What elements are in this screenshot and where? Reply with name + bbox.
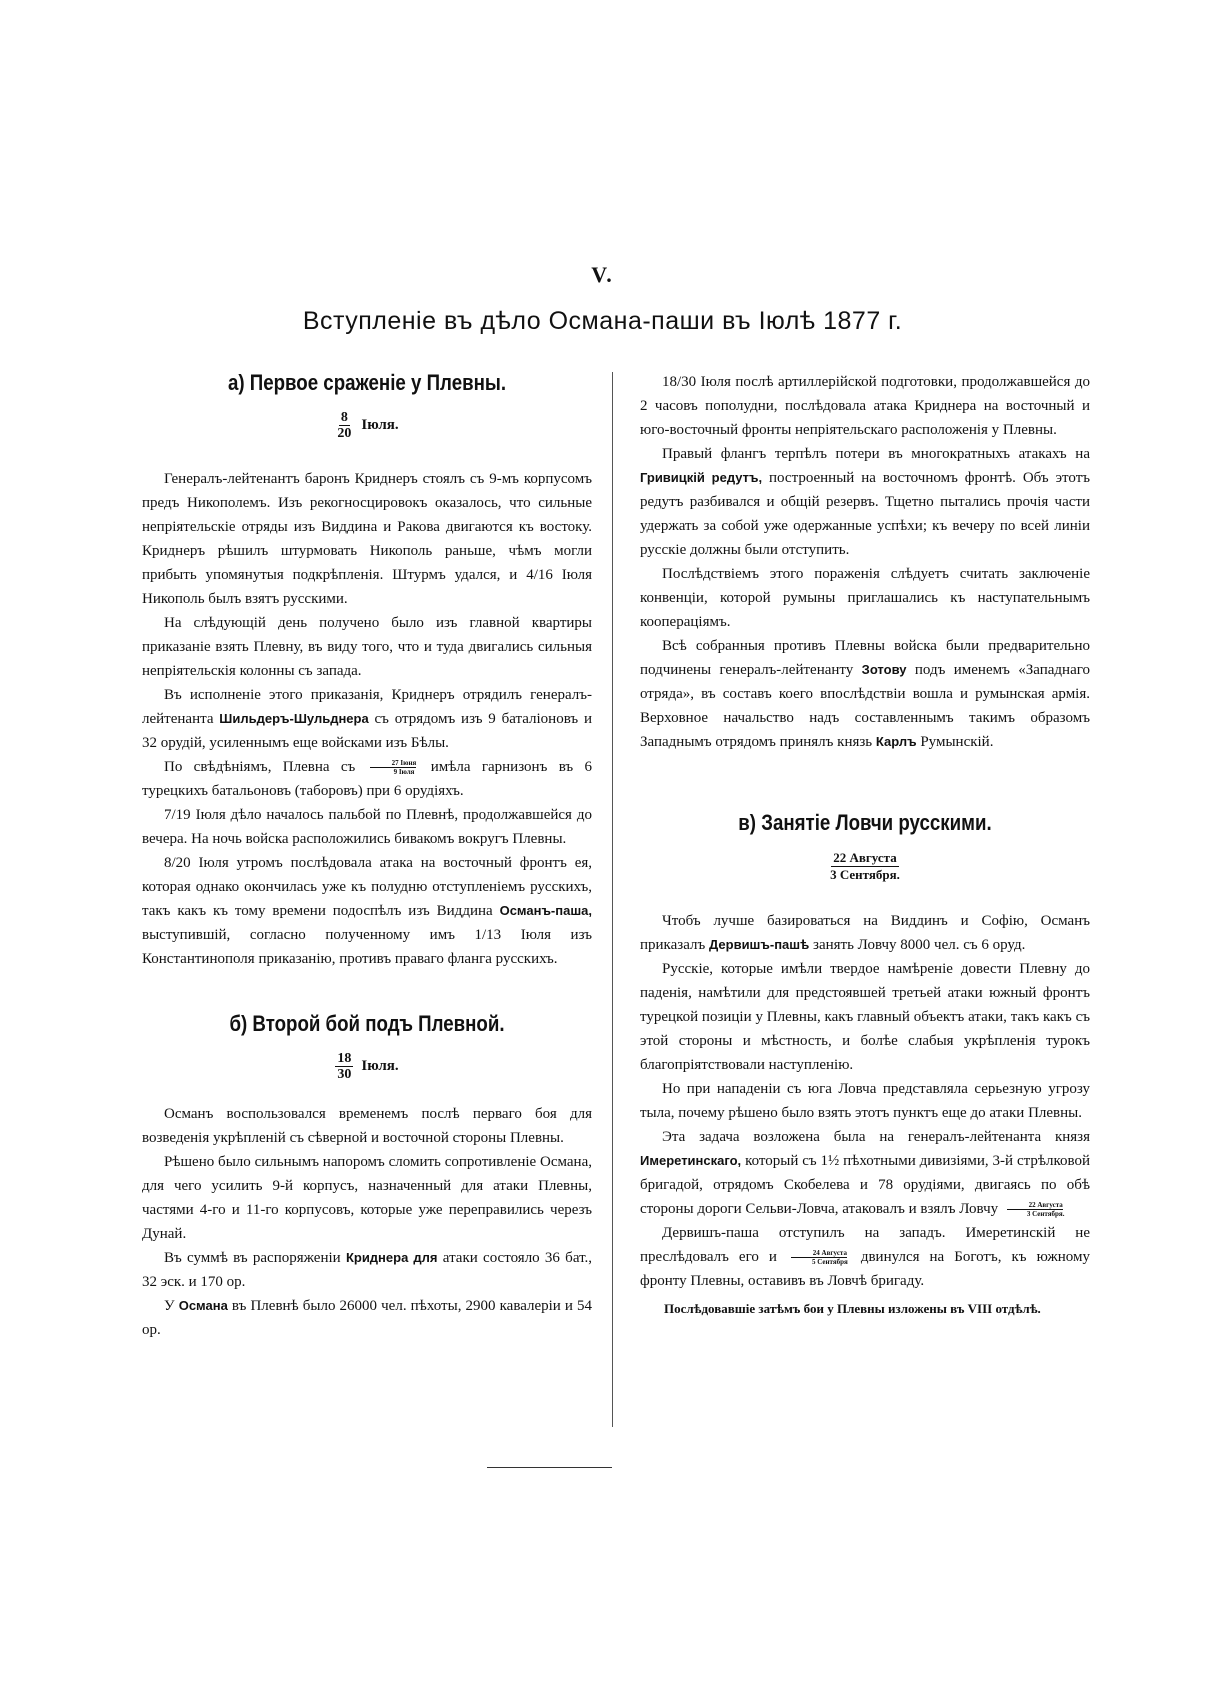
person-name: Османа	[178, 1298, 228, 1313]
text-span: Всѣ собранныя противъ Плевны войска были предварительно подчинены генералъ-лейтенанту	[640, 638, 1090, 678]
text-span: двинулся на Боготъ, къ южному фронту Плевны, оставивъ въ Ловчѣ бригаду.	[640, 1249, 1091, 1289]
text-span: Въ исполненіе этого приказанія, Криднеръ отрядилъ генералъ-лейтенанта	[142, 687, 592, 727]
text-span: который съ 1½ пѣхотными дивизіями, 3-й стрѣлковой бригадой, отрядомъ Скобелева и 78 орудіями, двигаясь по обѣ стороны дороги Сельви-Ловча, атаковалъ и взялъ Ловчу	[640, 1153, 1091, 1217]
fraction-bottom: 5 Сентября	[811, 1258, 848, 1267]
fraction-bottom: 3 Сентября.	[1026, 1210, 1065, 1219]
inline-date-fraction	[370, 759, 417, 776]
paragraph: Османъ воспользовался временемъ послѣ перваго боя для возведенія укрѣпленій съ сѣверной и восточной стороны Плевны.	[142, 1106, 592, 1146]
footnote: Послѣдовавшіе затѣмъ бои у Плевны изложены въ VIII отдѣлѣ.	[664, 1301, 1041, 1316]
paragraph: Послѣдствіемъ этого пораженія слѣдуетъ считать заключеніе конвенціи, которой румыны приглашались къ наступательнымъ коопераціямъ.	[640, 566, 1090, 630]
person-name: Криднера для	[345, 1250, 438, 1265]
paragraph	[142, 851, 592, 971]
paragraph	[640, 1221, 1090, 1293]
right-column	[640, 370, 1090, 1319]
date-fraction	[335, 1051, 353, 1082]
person-name: Османъ-паша,	[499, 903, 593, 918]
date-bottom: 3 Сентября.	[830, 867, 900, 882]
text-span: занять Ловчу 8000 чел. съ 6 оруд.	[813, 937, 1026, 953]
text-span: Эта задача возложена была на генералъ-лейтенанта князя	[662, 1129, 1090, 1145]
paragraph	[640, 634, 1090, 754]
text-span: Румынскій.	[920, 734, 994, 750]
fraction-bottom: 9 Іюля	[393, 768, 415, 777]
person-name: Имеретинскаго,	[640, 1153, 742, 1168]
paragraph	[142, 755, 592, 803]
text-span: въ Плевнѣ было 26000 чел. пѣхоты, 2900 кавалеріи и 54 ор.	[142, 1298, 593, 1338]
end-rule	[487, 1467, 612, 1468]
paragraph	[640, 442, 1090, 562]
paragraph	[142, 1246, 592, 1294]
date-denominator: 20	[337, 426, 352, 441]
paragraph: Но при нападеніи съ юга Ловча представляла серьезную угрозу тыла, почему рѣшено было взять этотъ пунктъ еще до атаки Плевны.	[640, 1081, 1090, 1121]
page-title: Вступленіе въ дѣло Османа-паши въ Іюлѣ 1877 г.	[302, 307, 903, 335]
paragraph: Русскіе, которые имѣли твердое намѣреніе довести Плевну до паденія, намѣтили для предстоявшей третьей атаки южный фронтъ турецкой позиціи у Плевны, какъ главный объектъ атаки, такъ какъ съ этой стороны и мѣстность, и болѣе слабыя укрѣпленія турокъ благопріятствовали наступленію.	[640, 961, 1090, 1073]
text-span: подъ именемъ «Западнаго отряда», въ составъ коего впослѣдствіи вошла и румынская армія. Верховное начальство надъ составленнымъ такимъ образомъ Западнымъ отрядомъ принялъ князь	[640, 662, 1091, 750]
date-denominator: 30	[337, 1067, 352, 1082]
text-span: выступившій, согласно полученному имъ 1/13 Іюля изъ Константинополя приказанію, противъ праваго фланга русскихъ.	[142, 927, 592, 967]
section-a-date	[142, 410, 592, 441]
date-top: 22 Августа	[833, 850, 897, 865]
section-a-title: а) Первое сраженіе у Плевны.	[227, 370, 507, 395]
paragraph	[640, 1125, 1090, 1221]
fraction-top: 27 Іюня	[370, 759, 417, 768]
inline-date-fraction	[1005, 1201, 1065, 1218]
section-b-date	[142, 1051, 592, 1082]
section-b-title: б) Второй бой подъ Плевной.	[229, 1011, 505, 1036]
text-span: построенный на восточномъ фронтѣ. Объ этотъ редутъ разбивался и общій резервъ. Тщетно пытались прочія части удержать за собой уже одержанные успѣхи; къ вечеру по всей линіи русскіе должны были отступить.	[640, 470, 1091, 558]
place-name: Гривицкій редутъ,	[640, 470, 763, 485]
paragraph: 7/19 Іюля дѣло началось пальбой по Плевнѣ, продолжавшейся до вечера. На ночь войска расположились бивакомъ вокругъ Плевны.	[142, 807, 592, 847]
person-name: Шильдеръ-Шульднера	[219, 711, 369, 726]
text-span: имѣла гарнизонъ въ 6 турецкихъ батальоновъ (таборовъ) при 6 орудіяхъ.	[142, 759, 593, 799]
date-label: Іюля.	[361, 417, 399, 433]
person-name: Зотову	[861, 662, 907, 677]
fraction-top: 24 Августа	[791, 1249, 847, 1258]
section-v-title: в) Занятіе Ловчи русскими.	[738, 810, 992, 835]
text-span: Правый флангъ терпѣлъ потери въ многократныхъ атакахъ на	[662, 446, 1090, 462]
text-span: атаки состояло 36 бат., 32 эск. и 170 ор.	[142, 1250, 593, 1290]
person-name: Карлъ	[875, 734, 917, 749]
text-span: 8/20 Іюля утромъ послѣдовала атака на восточный фронтъ ея, которая однако окончилась уже къ полудню отступленіемъ русскихъ, такъ какъ къ тому времени подоспѣлъ изъ Виддина	[142, 855, 592, 919]
text-span: Дервишъ-паша отступилъ на западъ. Имеретинскій не преслѣдовалъ его и	[640, 1225, 1090, 1265]
text-span: У	[164, 1298, 175, 1314]
paragraph: Генералъ-лейтенантъ баронъ Криднеръ стоялъ съ 9-мъ корпусомъ предъ Никополемъ. Изъ рекогносцировокъ оказалось, что сильные непріятельскіе отряды изъ Виддина и Ракова двигаются къ востоку. Криднеръ рѣшилъ штурмовать Никополь раньше, чѣмъ могли прибыть упомянутыя подкрѣпленія. Штурмъ удался, и 4/16 Іюля Никополь былъ взятъ русскими.	[142, 471, 592, 607]
date-label: Іюля.	[361, 1058, 399, 1074]
paragraph: Рѣшено было сильнымъ напоромъ сломить сопротивленіе Османа, для чего усилить 9-й корпусъ, назначенный для атаки Плевны, частями 4-го и 11-го корпусовъ, которые уже переправились черезъ Дунай.	[142, 1154, 592, 1242]
text-span: Чтобъ лучше базироваться на Виддинъ и Софію, Османъ приказалъ	[640, 913, 1090, 953]
paragraph	[640, 909, 1090, 957]
paragraph: 18/30 Іюля послѣ артиллерійской подготовки, продолжавшейся до 2 часовъ пополудни, послѣдовала атака Криднера на восточный и юго-восточный фронты непріятельскаго расположенія у Плевны.	[640, 374, 1090, 438]
text-span: Въ суммѣ въ распоряженіи	[164, 1250, 341, 1266]
paragraph	[142, 683, 592, 755]
column-divider	[612, 372, 613, 1427]
chapter-number: V.	[591, 262, 614, 287]
inline-date-fraction	[790, 1249, 848, 1266]
date-numerator: 8	[340, 410, 348, 425]
date-numerator: 18	[337, 1051, 352, 1066]
paragraph: На слѣдующій день получено было изъ главной квартиры приказаніе взять Плевну, въ виду того, что и туда двигались сильныя непріятельскія колонны съ запада.	[142, 615, 592, 679]
section-v-date	[640, 850, 1090, 883]
text-span: По свѣдѣніямъ, Плевна съ	[164, 759, 356, 775]
left-column	[142, 370, 592, 1342]
text-span: съ отрядомъ изъ 9 баталіоновъ и 32 орудій, усиленнымъ еще войсками изъ Бѣлы.	[142, 711, 592, 751]
paragraph	[142, 1294, 592, 1342]
person-name: Дервишъ-пашѣ	[708, 937, 810, 952]
fraction-top: 22 Августа	[1007, 1201, 1063, 1210]
date-fraction	[335, 410, 353, 441]
